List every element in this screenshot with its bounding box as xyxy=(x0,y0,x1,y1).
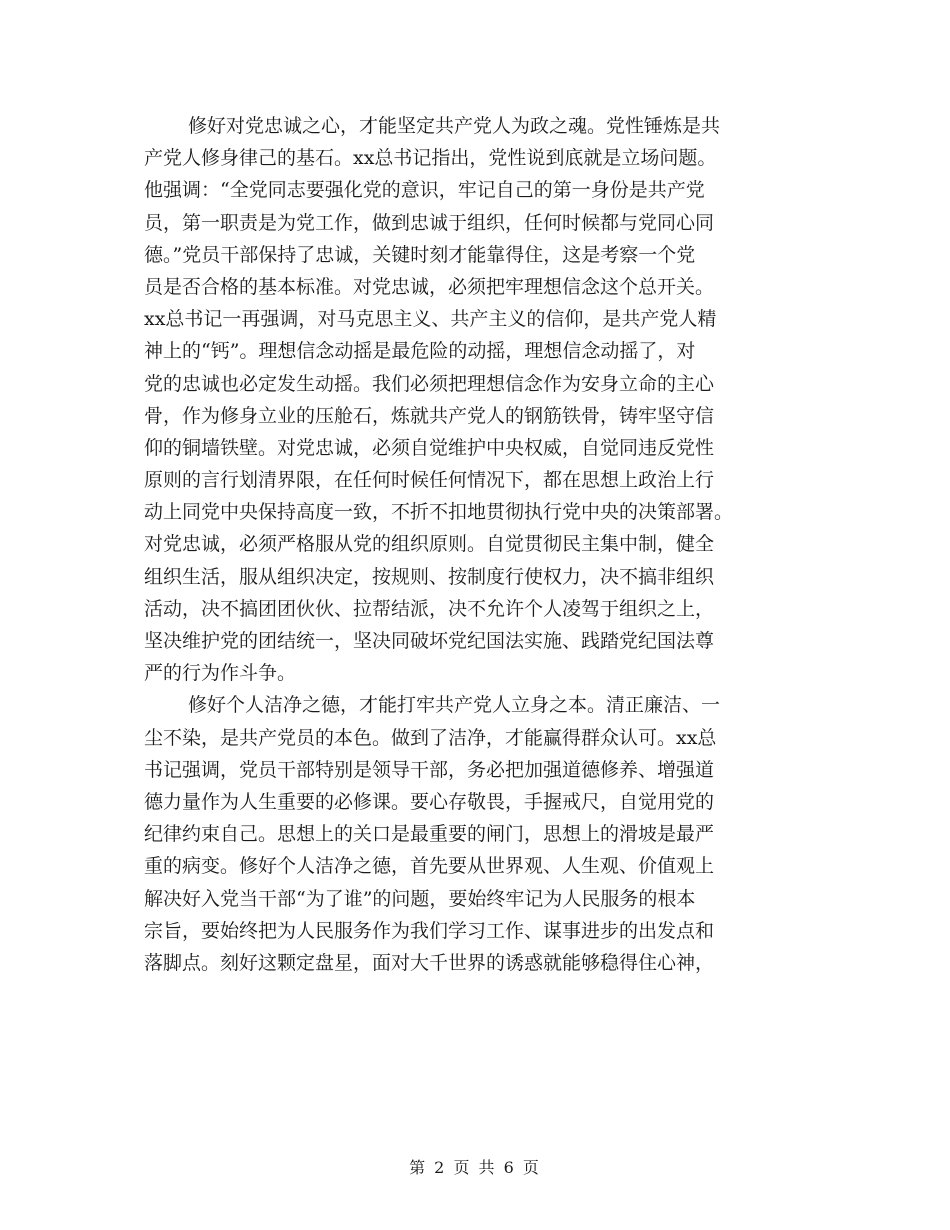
paragraph-2-line: 落脚点。刻好这颗定盘星，面对大千世界的诱惑就能够稳得住心神， xyxy=(144,951,715,974)
paragraph-1-line: 仰的铜墙铁壁。对党忠诚，必须自觉维护中央权威，自觉同违反党性 xyxy=(144,436,715,459)
paragraph-1-line: 党的忠诚也必定发生动摇。我们必须把理想信念作为安身立命的主心 xyxy=(144,372,715,395)
paragraph-1-line: xx总书记一再强调，对马克思主义、共产主义的信仰，是共产党人精 xyxy=(144,308,717,331)
paragraph-2-line: 修好个人洁净之德，才能打牢共产党人立身之本。清正廉洁、一 xyxy=(188,694,721,717)
paragraph-1-line: 动上同党中央保持高度一致，不折不扣地贯彻执行党中央的决策部署。 xyxy=(144,501,734,524)
paragraph-2-line: 书记强调，党员干部特别是领导干部，务必把加强道德修养、增强道 xyxy=(144,758,715,781)
paragraph-2-line: 宗旨，要始终把为人民服务作为我们学习工作、谋事进步的出发点和 xyxy=(144,919,715,942)
paragraph-1-line: 德。”党员干部保持了忠诚，关键时刻才能靠得住，这是考察一个党 xyxy=(144,243,696,266)
page-number-footer: 第 2 页 共 6 页 xyxy=(409,1158,541,1177)
paragraph-2-line: 解决好入党当干部“为了谁”的问题，要始终牢记为人民服务的根本 xyxy=(144,887,696,910)
paragraph-2-line: 纪律约束自己。思想上的关口是最重要的闸门，思想上的滑坡是最严 xyxy=(144,823,715,846)
paragraph-1-line: 坚决维护党的团结统一，坚决同破坏党纪国法实施、践踏党纪国法尊 xyxy=(144,630,715,652)
paragraph-2-line: 德力量作为人生重要的必修课。要心存敬畏，手握戒尺，自觉用党的 xyxy=(144,790,715,813)
paragraph-1-line: 员，第一职责是为党工作，做到忠诚于组织，任何时候都与党同心同 xyxy=(144,211,715,234)
paragraph-1-line: 严的行为作斗争。 xyxy=(144,662,297,685)
paragraph-1-line: 对党忠诚，必须严格服从党的组织原则。自觉贯彻民主集中制，健全 xyxy=(144,533,715,556)
body-text xyxy=(144,110,824,979)
paragraph-1-line: 神上的“钙”。理想信念动摇是最危险的动摇，理想信念动摇了，对 xyxy=(144,340,696,363)
paragraph-2-line: 重的病变。修好个人洁净之德，首先要从世界观、人生观、价值观上 xyxy=(144,855,715,878)
paragraph-1-line: 他强调：“全党同志要强化党的意识，牢记自己的第一身份是共产党 xyxy=(144,179,705,202)
paragraph-1-line: 员是否合格的基本标准。对党忠诚，必须把牢理想信念这个总开关。 xyxy=(144,275,715,298)
paragraph-1-line: 原则的言行划清界限，在任何时候任何情况下，都在思想上政治上行 xyxy=(144,469,715,492)
paragraph-2-line: 尘不染，是共产党员的本色。做到了洁净，才能赢得群众认可。xx总 xyxy=(144,726,717,749)
paragraph-1-line: 活动，决不搞团团伙伙、拉帮结派，决不允许个人凌驾于组织之上， xyxy=(144,597,715,620)
paragraph-1-line: 组织生活，服从组织决定，按规则、按制度行使权力，决不搞非组织 xyxy=(144,565,715,588)
paragraph-1-line: 产党人修身律己的基石。xx总书记指出，党性说到底就是立场问题。 xyxy=(144,147,717,170)
paragraph-1-line: 骨，作为修身立业的压舱石，炼就共产党人的钢筋铁骨，铸牢坚守信 xyxy=(144,404,715,427)
paragraph-1-line: 修好对党忠诚之心，才能坚定共产党人为政之魂。党性锤炼是共 xyxy=(188,115,721,137)
